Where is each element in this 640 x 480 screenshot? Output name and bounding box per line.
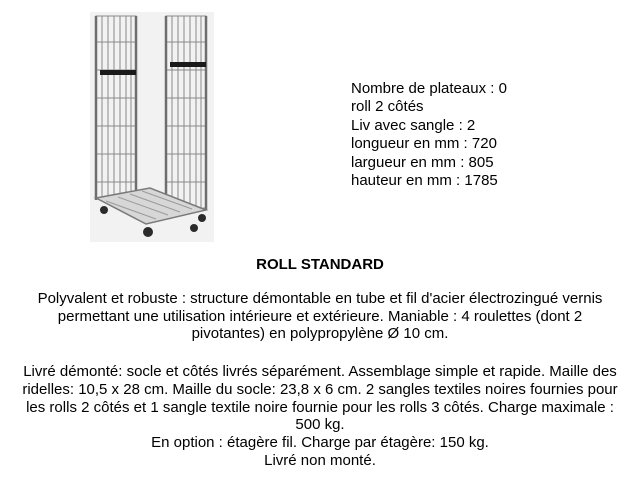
option-paragraph: En option : étagère fil. Charge par étagère: 150 kg. [151,434,489,452]
product-image [90,12,214,242]
assembly-note: Livré non monté. [264,451,376,469]
product-title: ROLL STANDARD [256,256,384,273]
spec-hauteur: hauteur en mm : 1785 [351,172,498,190]
description-paragraph: Polyvalent et robuste : structure démontable en tube et fil d'acier électrozingué vernis permettant une utilisation intérieure et extérieure. Maniable : 4 roulettes (dont 2 pivotantes) en polypropylène Ø 10 cm. [37,290,603,343]
roll-container-illustration [90,12,214,242]
delivery-info-block [14,363,626,470]
spec-plateaux: Nombre de plateaux : 0 [351,80,507,97]
spec-longueur: longueur en mm : 720 [351,135,497,153]
spec-type: roll 2 côtés [351,98,424,116]
spec-list [351,80,507,190]
delivery-paragraph: Livré démonté: socle et côtés livrés séparément. Assemblage simple et rapide. Maille des ridelles: 10,5 x 28 cm. Maille du socle: 23,8 x 6 cm. 2 sangles textiles noires fournies pour les rolls 2 côtés et 1 sangle textile noire fournie pour les rolls 3 côtés. Charge maximale : 500 kg. [22,363,618,434]
spec-largueur: largueur en mm : 805 [351,153,494,171]
description-block [20,290,620,343]
spec-sangle: Liv avec sangle : 2 [351,116,476,134]
